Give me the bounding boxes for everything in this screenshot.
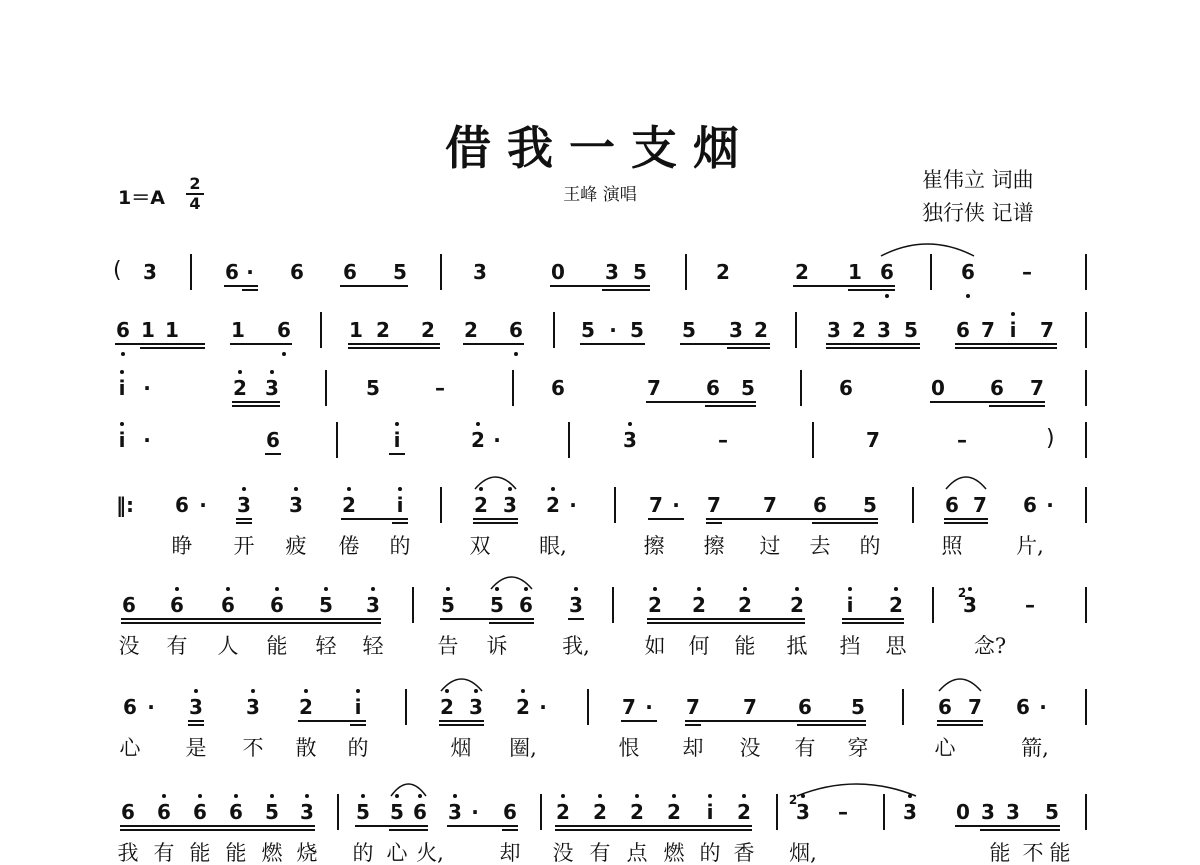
note: 3 bbox=[237, 493, 251, 517]
open-paren: ( bbox=[113, 258, 122, 283]
note: 2 bbox=[421, 318, 435, 342]
note: 2 bbox=[233, 376, 247, 400]
note: 2 bbox=[546, 493, 560, 517]
note: 6 bbox=[551, 376, 565, 400]
lyric: 照 bbox=[941, 534, 963, 558]
lyric: 去 bbox=[809, 534, 831, 558]
note: 6 bbox=[157, 800, 171, 824]
note: 3 bbox=[448, 800, 462, 824]
note: 5 bbox=[390, 800, 404, 824]
lyric: 睁 bbox=[171, 534, 193, 558]
note: 5 bbox=[904, 318, 918, 342]
slur bbox=[491, 577, 532, 589]
note: 6 bbox=[945, 493, 959, 517]
lyric: 思 bbox=[885, 634, 907, 658]
lyric: 不 bbox=[1022, 841, 1044, 865]
lyric: 燃 bbox=[663, 841, 685, 865]
note: 6 bbox=[990, 376, 1004, 400]
note: · bbox=[471, 800, 479, 824]
note: 6 bbox=[290, 260, 304, 284]
lyric: 的 bbox=[699, 841, 721, 865]
lyric: 圈, bbox=[509, 736, 537, 760]
lyric: 却 bbox=[682, 736, 704, 760]
lyric: 能 bbox=[189, 841, 211, 865]
note: 2 bbox=[852, 318, 866, 342]
note: 5 bbox=[863, 493, 877, 517]
note: 2 bbox=[630, 800, 644, 824]
lyric: 的 bbox=[352, 841, 374, 865]
note: 1 bbox=[349, 318, 363, 342]
note: 6 bbox=[509, 318, 523, 342]
lyric: 心 bbox=[386, 841, 408, 865]
lyric: 我 bbox=[117, 841, 139, 865]
lyric: 轻 bbox=[315, 634, 337, 658]
note: · bbox=[143, 376, 151, 400]
note: 6 bbox=[813, 493, 827, 517]
note: – bbox=[718, 428, 728, 452]
lyric: 心 bbox=[934, 736, 956, 760]
note: 3 bbox=[605, 260, 619, 284]
lyric: 有 bbox=[153, 841, 175, 865]
lyric: 有 bbox=[589, 841, 611, 865]
slur bbox=[939, 679, 981, 691]
lyric: 能 bbox=[989, 841, 1011, 865]
note: 2 bbox=[738, 593, 752, 617]
lyric: 箭, bbox=[1021, 736, 1049, 760]
note: 6 bbox=[938, 695, 952, 719]
note: · bbox=[1046, 493, 1054, 517]
note: 2 bbox=[474, 493, 488, 517]
note: 2 bbox=[342, 493, 356, 517]
note: 3 bbox=[469, 695, 483, 719]
note: 0 bbox=[931, 376, 945, 400]
singer-credit: 王峰 演唱 bbox=[563, 185, 637, 205]
lyric: 抵 bbox=[786, 634, 808, 658]
note: 1 bbox=[165, 318, 179, 342]
note: 5 bbox=[741, 376, 755, 400]
slur bbox=[475, 477, 516, 489]
note: 2 bbox=[593, 800, 607, 824]
note: 5 bbox=[633, 260, 647, 284]
slur bbox=[946, 477, 986, 489]
repeat-start: ‖: bbox=[116, 493, 134, 517]
note: 3 bbox=[963, 593, 977, 617]
lyric: 有 bbox=[166, 634, 188, 658]
lyric: 烧 bbox=[296, 841, 318, 865]
note: 3 bbox=[796, 800, 810, 824]
lyric: 何 bbox=[688, 634, 710, 658]
note: i bbox=[396, 493, 404, 517]
note: 5 bbox=[356, 800, 370, 824]
note: 5 bbox=[630, 318, 644, 342]
slur bbox=[881, 244, 974, 256]
note: 6 bbox=[277, 318, 291, 342]
lyric: 恨 bbox=[618, 736, 640, 760]
note: 5 bbox=[851, 695, 865, 719]
note: – bbox=[957, 428, 967, 452]
grace-note: 2̇ bbox=[957, 586, 967, 600]
slur bbox=[797, 784, 916, 796]
note: 0 bbox=[956, 800, 970, 824]
note: 3 bbox=[473, 260, 487, 284]
note: 7 bbox=[968, 695, 982, 719]
slur bbox=[391, 784, 426, 796]
note: 3 bbox=[189, 695, 203, 719]
lyric: 能 bbox=[734, 634, 756, 658]
note: 2 bbox=[299, 695, 313, 719]
note: 3 bbox=[877, 318, 891, 342]
note: 2 bbox=[471, 428, 485, 452]
note: 5 bbox=[441, 593, 455, 617]
note: 5 bbox=[490, 593, 504, 617]
note: – bbox=[435, 376, 445, 400]
note: 1 bbox=[231, 318, 245, 342]
note: 6 bbox=[193, 800, 207, 824]
note: 2 bbox=[889, 593, 903, 617]
note: 2 bbox=[737, 800, 751, 824]
note: 7 bbox=[1030, 376, 1044, 400]
lyric: 有 bbox=[794, 736, 816, 760]
note: · bbox=[609, 318, 617, 342]
note: 7 bbox=[763, 493, 777, 517]
note: 5 bbox=[319, 593, 333, 617]
lyric: 告 bbox=[437, 634, 459, 658]
slur bbox=[441, 679, 482, 691]
note: · bbox=[672, 493, 680, 517]
note: 5 bbox=[682, 318, 696, 342]
note: 6 bbox=[122, 593, 136, 617]
note: 3 bbox=[366, 593, 380, 617]
note: 7 bbox=[743, 695, 757, 719]
note: 2 bbox=[516, 695, 530, 719]
note: i bbox=[393, 428, 401, 452]
note: 6 bbox=[519, 593, 533, 617]
time-signature-bottom: 4 bbox=[189, 194, 201, 213]
song-title: 借我一支烟 bbox=[445, 121, 755, 175]
lyric: 眼, bbox=[539, 534, 567, 558]
note: 6 bbox=[121, 800, 135, 824]
note: 3 bbox=[903, 800, 917, 824]
note: 6 bbox=[880, 260, 894, 284]
note: i bbox=[1009, 318, 1017, 342]
note: 3 bbox=[623, 428, 637, 452]
lyric: 如 bbox=[644, 634, 666, 658]
lyric: 火, bbox=[416, 841, 444, 865]
note: 6 bbox=[123, 695, 137, 719]
note: i bbox=[118, 428, 126, 452]
note: 3 bbox=[265, 376, 279, 400]
note: 2 bbox=[790, 593, 804, 617]
note: · bbox=[493, 428, 501, 452]
note: 3 bbox=[729, 318, 743, 342]
lyric: 的 bbox=[389, 534, 411, 558]
note: 6 bbox=[839, 376, 853, 400]
lyric: 心 bbox=[119, 736, 141, 760]
close-paren: ) bbox=[1046, 426, 1055, 451]
time-signature-top: 2 bbox=[189, 174, 201, 193]
note: 6 bbox=[270, 593, 284, 617]
lyric: 没 bbox=[552, 841, 574, 865]
note: 3 bbox=[827, 318, 841, 342]
note: 6 bbox=[956, 318, 970, 342]
note: 3 bbox=[503, 493, 517, 517]
lyric: 能 bbox=[266, 634, 288, 658]
lyric: 我, bbox=[562, 634, 590, 658]
note: i bbox=[354, 695, 362, 719]
note: 2 bbox=[648, 593, 662, 617]
note: 6 bbox=[116, 318, 130, 342]
note: 2 bbox=[556, 800, 570, 824]
note: 7 bbox=[866, 428, 880, 452]
lyric: 擦 bbox=[643, 534, 665, 558]
note: 7 bbox=[649, 493, 663, 517]
lyrics-music-credit: 崔伟立 词曲 bbox=[922, 168, 1034, 192]
note: 7 bbox=[622, 695, 636, 719]
transcriber-credit: 独行侠 记谱 bbox=[922, 201, 1034, 225]
note: 2 bbox=[667, 800, 681, 824]
lyric: 香 bbox=[733, 841, 755, 865]
note: 6 bbox=[221, 593, 235, 617]
lyric: 是 bbox=[185, 736, 207, 760]
note: 3 bbox=[981, 800, 995, 824]
lyric: 轻 bbox=[362, 634, 384, 658]
note: 6 bbox=[413, 800, 427, 824]
key-signature: 1＝A bbox=[118, 187, 165, 209]
lyric: 念? bbox=[973, 634, 1007, 658]
note: 3 bbox=[300, 800, 314, 824]
note: 2 bbox=[464, 318, 478, 342]
lyric: 疲 bbox=[285, 534, 307, 558]
note: i bbox=[118, 376, 126, 400]
note: 6 bbox=[961, 260, 975, 284]
lyric: 人 bbox=[217, 634, 239, 658]
lyric: 穿 bbox=[847, 736, 869, 760]
note: · bbox=[199, 493, 207, 517]
note: 1 bbox=[141, 318, 155, 342]
note: 7 bbox=[707, 493, 721, 517]
lyric: 挡 bbox=[839, 634, 861, 658]
note: · bbox=[645, 695, 653, 719]
lyric: 没 bbox=[739, 736, 761, 760]
note: i bbox=[846, 593, 854, 617]
lyric: 烟 bbox=[450, 736, 472, 760]
note: 3 bbox=[1006, 800, 1020, 824]
note: · bbox=[143, 428, 151, 452]
note: 7 bbox=[981, 318, 995, 342]
note: 2 bbox=[754, 318, 768, 342]
note: – bbox=[838, 800, 848, 824]
lyric: 的 bbox=[347, 736, 369, 760]
note: i bbox=[706, 800, 714, 824]
note: 6 bbox=[229, 800, 243, 824]
note: – bbox=[1022, 260, 1032, 284]
note: 1 bbox=[848, 260, 862, 284]
note: 2 bbox=[692, 593, 706, 617]
note: 2 bbox=[440, 695, 454, 719]
note: 7 bbox=[973, 493, 987, 517]
note: 6 bbox=[1023, 493, 1037, 517]
note: 0 bbox=[551, 260, 565, 284]
note: 5 bbox=[1045, 800, 1059, 824]
note: 7 bbox=[647, 376, 661, 400]
note: 3 bbox=[569, 593, 583, 617]
note: 3 bbox=[289, 493, 303, 517]
note: 6 bbox=[266, 428, 280, 452]
lyric: 的 bbox=[859, 534, 881, 558]
lyric: 点 bbox=[626, 841, 648, 865]
note: · bbox=[1039, 695, 1047, 719]
lyric: 诉 bbox=[486, 634, 508, 658]
lyric: 擦 bbox=[703, 534, 725, 558]
note: 2 bbox=[716, 260, 730, 284]
note: 2 bbox=[795, 260, 809, 284]
note: 6 bbox=[798, 695, 812, 719]
note: – bbox=[1025, 593, 1035, 617]
lyric: 双 bbox=[469, 534, 491, 558]
lyric: 不 bbox=[242, 736, 264, 760]
note: 2 bbox=[376, 318, 390, 342]
lyric: 散 bbox=[295, 736, 317, 760]
note: 3 bbox=[246, 695, 260, 719]
note: · bbox=[569, 493, 577, 517]
lyric: 过 bbox=[759, 534, 781, 558]
lyric: 烟, bbox=[789, 841, 817, 865]
note: 5 bbox=[265, 800, 279, 824]
note: 6 bbox=[225, 260, 239, 284]
note: 5 bbox=[366, 376, 380, 400]
grace-note: 2̇ bbox=[788, 793, 798, 807]
note: 6 bbox=[1016, 695, 1030, 719]
note: · bbox=[246, 260, 254, 284]
note: · bbox=[147, 695, 155, 719]
note: 6 bbox=[170, 593, 184, 617]
lyric: 片, bbox=[1016, 534, 1044, 558]
lyric: 能 bbox=[225, 841, 247, 865]
note: 3 bbox=[143, 260, 157, 284]
lyric: 倦 bbox=[338, 534, 360, 558]
lyric: 却 bbox=[499, 841, 521, 865]
lyric: 燃 bbox=[261, 841, 283, 865]
note: 7 bbox=[686, 695, 700, 719]
note: · bbox=[539, 695, 547, 719]
note: 6 bbox=[503, 800, 517, 824]
note: 6 bbox=[175, 493, 189, 517]
note: 7 bbox=[1040, 318, 1054, 342]
note: 6 bbox=[706, 376, 720, 400]
note: 6 bbox=[343, 260, 357, 284]
lyric: 开 bbox=[233, 534, 255, 558]
lyric: 没 bbox=[118, 634, 140, 658]
note: 5 bbox=[393, 260, 407, 284]
note: 5 bbox=[581, 318, 595, 342]
lyric: 能 bbox=[1049, 841, 1071, 865]
